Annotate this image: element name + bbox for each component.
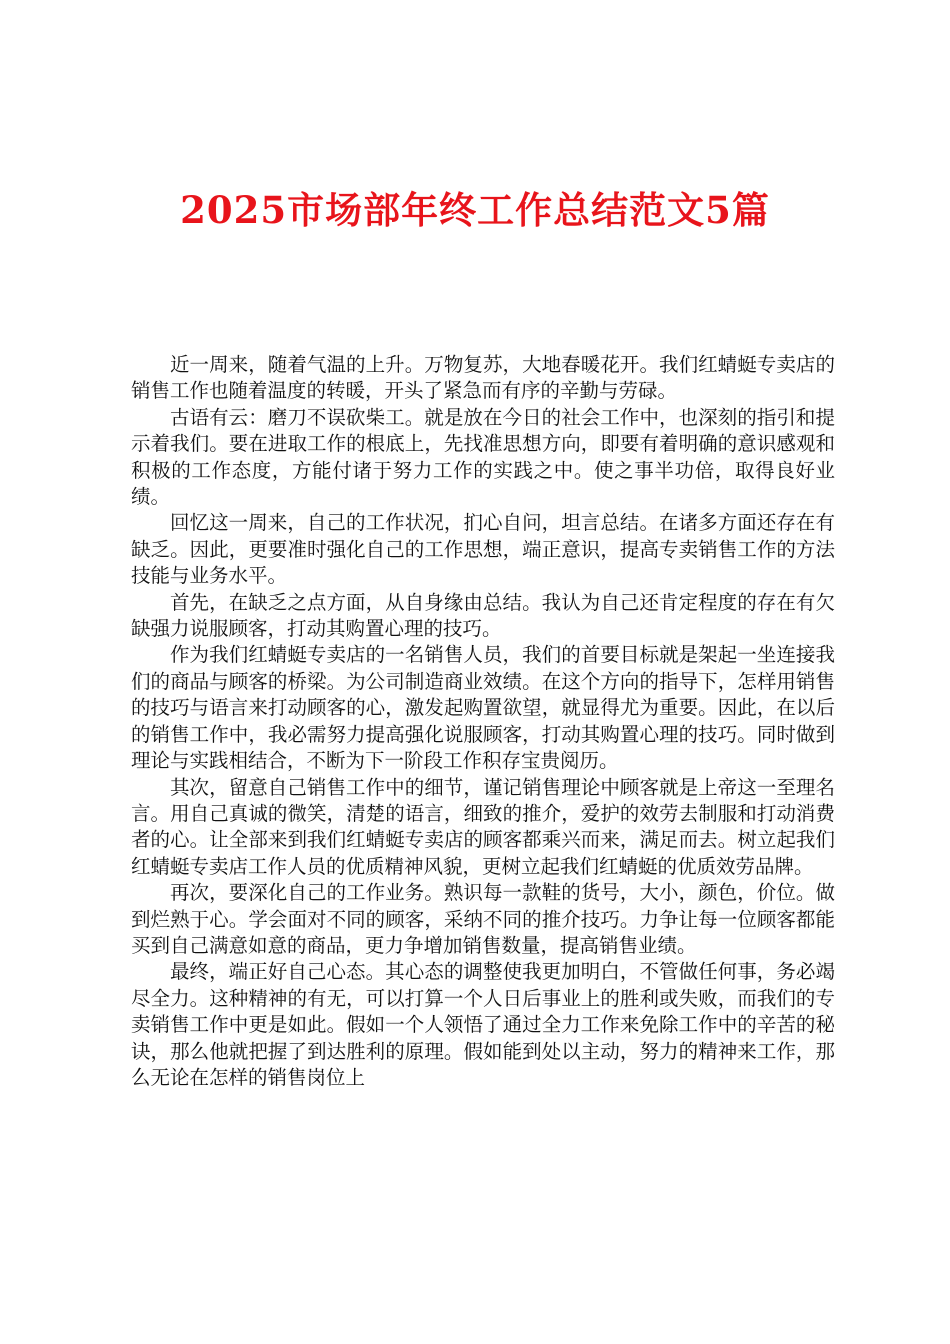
document-body: [131, 352, 835, 1091]
paragraph-2: 古语有云：磨刀不误砍柴工。就是放在今日的社会工作中，也深刻的指引和提示着我们。要在进取工作的根底上，先找准思想方向，即要有着明确的意识感观和积极的工作态度，方能付诸于努力工作的实践之中。使之事半功倍，取得良好业绩。: [131, 405, 835, 509]
document-title: 2025市场部年终工作总结范文5篇: [180, 188, 770, 232]
paragraph-1: 近一周来，随着气温的上升。万物复苏，大地春暖花开。我们红蜻蜓专卖店的销售工作也随着温度的转暖，开头了紧急而有序的辛勤与劳碌。: [131, 353, 835, 403]
paragraph-7: 再次，要深化自己的工作业务。熟识每一款鞋的货号，大小，颜色，价位。做到烂熟于心。学会面对不同的顾客，采纳不同的推介技巧。力争让每一位顾客都能买到自己满意如意的商品，更力争增加销售数量，提高销售业绩。: [131, 881, 835, 957]
paragraph-4: 首先，在缺乏之点方面，从自身缘由总结。我认为自己还肯定程度的存在有欠缺强力说服顾客，打动其购置心理的技巧。: [131, 590, 835, 641]
paragraph-5: 作为我们红蜻蜓专卖店的一名销售人员，我们的首要目标就是架起一坐连接我们的商品与顾客的桥梁。为公司制造商业效绩。在这个方向的指导下，怎样用销售的技巧与语言来打动顾客的心，激发起购置欲望，就显得尤为重要。因此，在以后的销售工作中，我必需努力提高强化说服顾客，打动其购置心理的技巧。同时做到理论与实践相结合，不断为下一阶段工作积存宝贵阅历。: [131, 643, 835, 773]
paragraph-3: 回忆这一周来，自己的工作状况，扪心自问，坦言总结。在诸多方面还存在有缺乏。因此，更要准时强化自己的工作思想，端正意识，提高专卖销售工作的方法技能与业务水平。: [131, 511, 835, 588]
paragraph-6: 其次，留意自己销售工作中的细节，谨记销售理论中顾客就是上帝这一至理名言。用自己真诚的微笑，清楚的语言，细致的推介，爱护的效劳去制服和打动消费者的心。让全部来到我们红蜻蜓专卖店的顾客都乘兴而来，满足而去。树立起我们红蜻蜓专卖店工作人员的优质精神风貌，更树立起我们红蜻蜓的优质效劳品牌。: [131, 775, 835, 878]
paragraph-8: 最终，端正好自己心态。其心态的调整使我更加明白，不管做任何事，务必竭尽全力。这种精神的有无，可以打算一个人日后事业上的胜利或失败，而我们的专卖销售工作中更是如此。假如一个人领悟了通过全力工作来免除工作中的辛苦的秘诀，那么他就把握了到达胜利的原理。假如能到处以主动，努力的精神来工作，那么无论在怎样的销售岗位上: [131, 960, 835, 1089]
